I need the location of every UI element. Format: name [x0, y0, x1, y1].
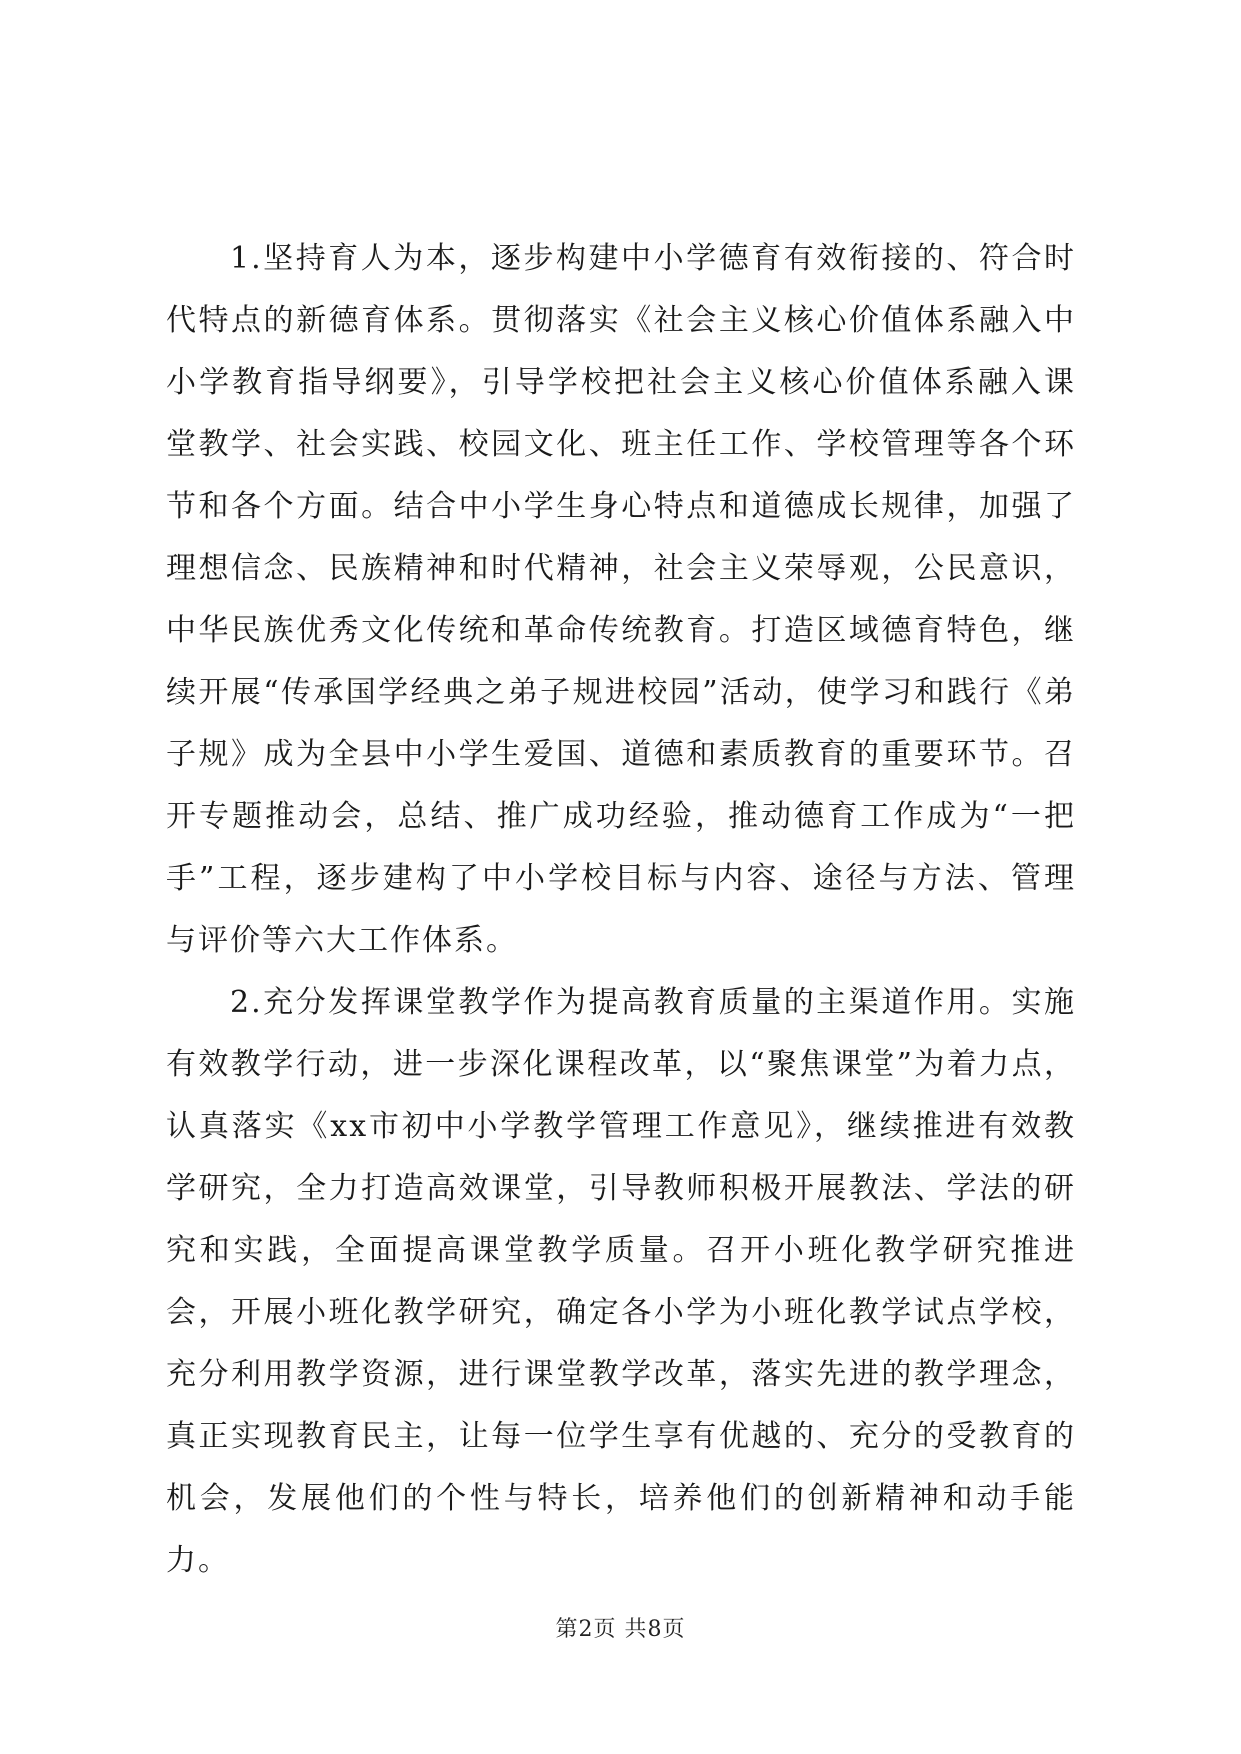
paragraph-2: 2.充分发挥课堂教学作为提高教育质量的主渠道作用。实施有效教学行动，进一步深化课程改革，以“聚焦课堂”为着力点，认真落实《xx市初中小学教学管理工作意见》，继续推进有效教学研究，全力打造高效课堂，引导教师积极开展教法、学法的研究和实践，全面提高课堂教学质量。召开小班化教学研究推进会，开展小班化教学研究，确定各小学为小班化教学试点学校，充分利用教学资源，进行课堂教学改革，落实先进的教学理念，真正实现教育民主，让每一位学生享有优越的、充分的受教育的机会，发展他们的个性与特长，培养他们的创新精神和动手能力。: [166, 985, 1076, 1578]
page-footer: 第2页 共8页: [555, 1617, 686, 1642]
document-body: [166, 228, 1076, 1592]
paragraph-1: 1.坚持育人为本，逐步构建中小学德育有效衔接的、符合时代特点的新德育体系。贯彻落实《社会主义核心价值体系融入中小学教育指导纲要》，引导学校把社会主义核心价值体系融入课堂教学、社会实践、校园文化、班主任工作、学校管理等各个环节和各个方面。结合中小学生身心特点和道德成长规律，加强了理想信念、民族精神和时代精神，社会主义荣辱观，公民意识，中华民族优秀文化传统和革命传统教育。打造区域德育特色，继续开展“传承国学经典之弟子规进校园”活动，使学习和践行《弟子规》成为全县中小学生爱国、道德和素质教育的重要环节。召开专题推动会，总结、推广成功经验，推动德育工作成为“一把手”工程，逐步建构了中小学校目标与内容、途径与方法、管理与评价等六大工作体系。: [166, 241, 1076, 958]
